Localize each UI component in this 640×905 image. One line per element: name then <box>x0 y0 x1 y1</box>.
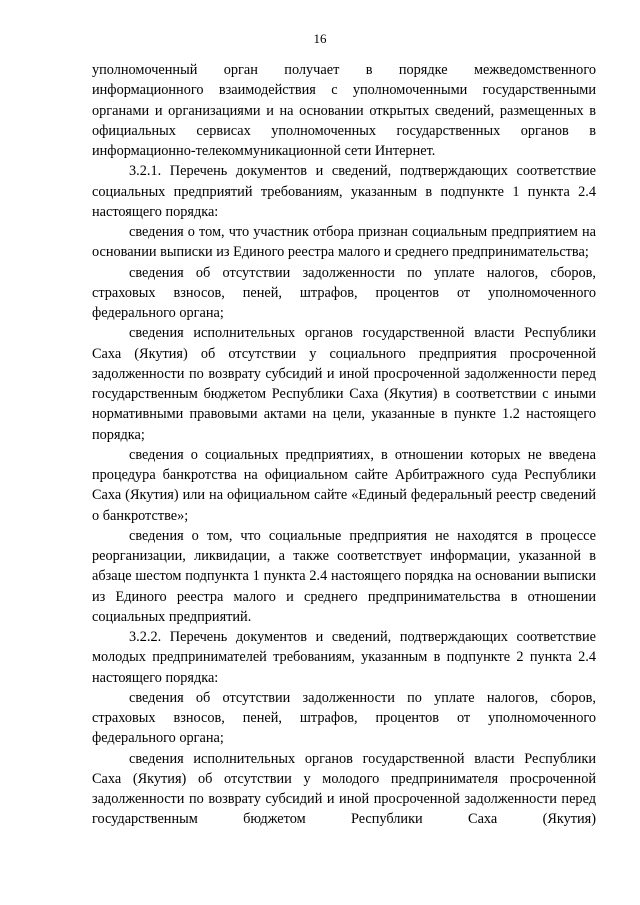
paragraph: уполномоченный орган получает в порядке межведомственного информационного взаимодействия с уполномоченными государственными органами и организациями и на основании открытых сведений, размещенных в официальных сервисах уполномоченных государственных органов в информационно-телекоммуникационной сети Интернет. <box>92 62 596 159</box>
paragraph: сведения об отсутствии задолженности по уплате налогов, сборов, страховых взносов, пеней, штрафов, процентов от уполномоченного федерального органа; <box>92 689 596 747</box>
paragraph: сведения об отсутствии задолженности по уплате налогов, сборов, страховых взносов, пеней, штрафов, процентов от уполномоченного федерального органа; <box>92 264 596 321</box>
paragraph: сведения исполнительных органов государственной власти Республики Саха (Якутия) об отсутствии у социального предприятия просроченной задолженности по возврату субсидий и иной просроченной задолженности перед государственным бюджетом Республики Саха (Якутия) в соответствии с иными нормативными правовыми актами на цели, указанные в пункте 1.2 настоящего порядка; <box>92 325 596 443</box>
document-body <box>92 60 596 830</box>
paragraph: сведения о социальных предприятиях, в отношении которых не введена процедура банкротства на официальном сайте Арбитражного суда Республики Саха (Якутия) или на официальном сайте «Единый федеральный реестр сведений о банкротстве»; <box>92 446 596 524</box>
paragraph: сведения исполнительных органов государственной власти Республики Саха (Якутия) об отсутствии у молодого предпринимателя просроченной задолженности по возврату субсидий и иной просроченной задолженности перед государственным бюджетом Республики Саха (Якутия) <box>92 750 596 828</box>
page-number: 16 <box>313 31 327 46</box>
paragraph: сведения о том, что социальные предприятия не находятся в процессе реорганизации, ликвидации, а также соответствует информации, указанной в абзаце шестом подпункта 1 пункта 2.4 настоящего порядка на основании выписки из Единого реестра малого и среднего предпринимательства в отношении социальных предприятий. <box>92 527 596 625</box>
paragraph: 3.2.2. Перечень документов и сведений, подтверждающих соответствие молодых предпринимателей требованиям, указанным в подпункте 2 пункта 2.4 настоящего порядка: <box>92 629 596 686</box>
paragraph: сведения о том, что участник отбора признан социальным предприятием на основании выписки из Единого реестра малого и среднего предпринимательства; <box>92 224 596 261</box>
paragraph: 3.2.1. Перечень документов и сведений, подтверждающих соответствие социальных предприятий требованиям, указанным в подпункте 1 пункта 2.4 настоящего порядка: <box>92 163 596 220</box>
